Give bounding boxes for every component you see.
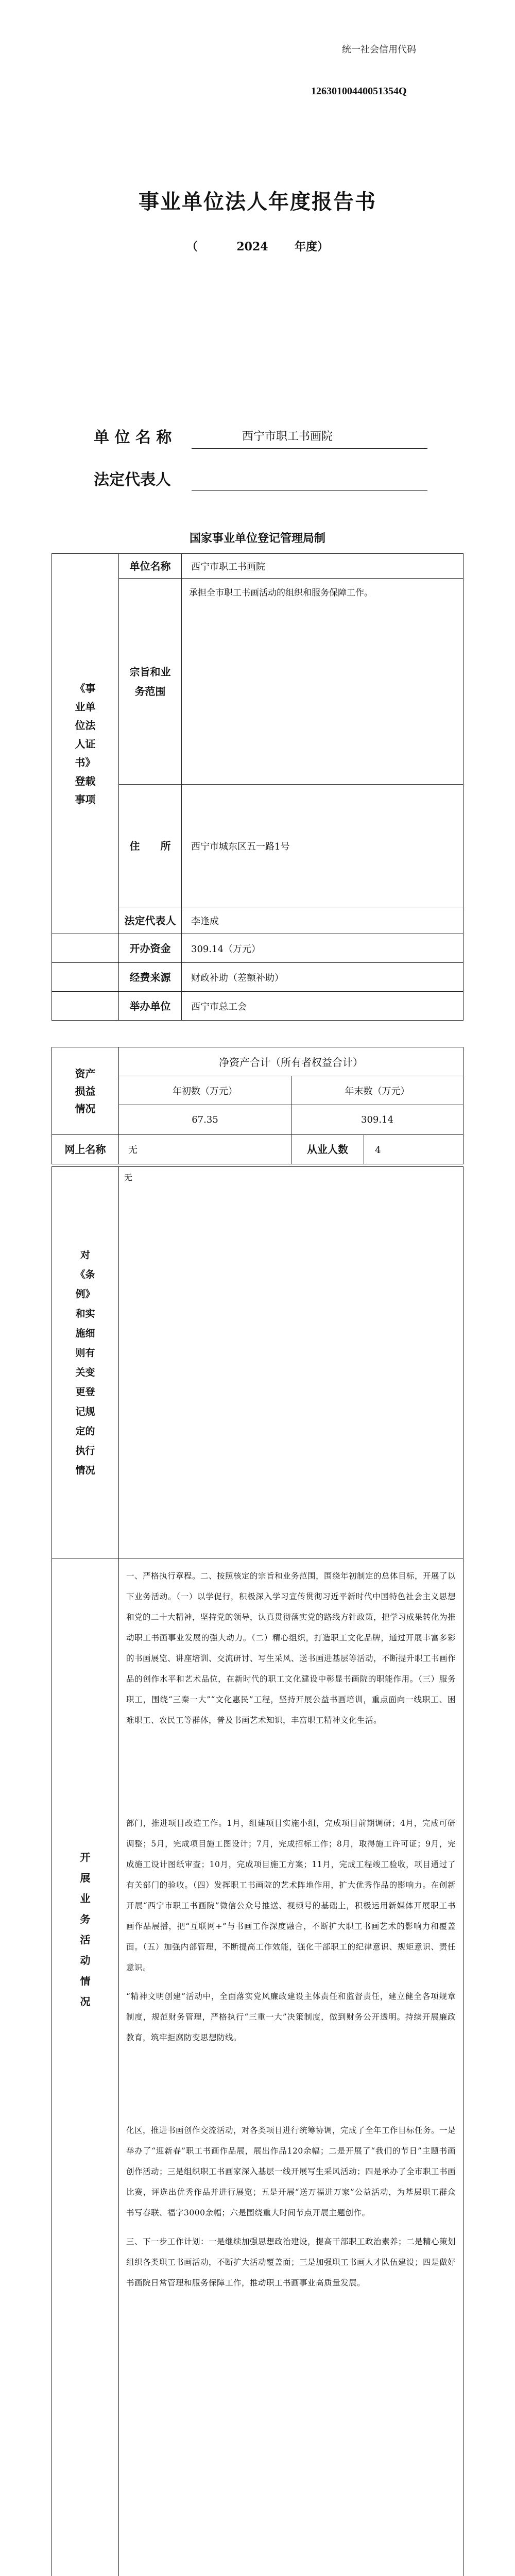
- funding-value: 财政补助（差额补助）: [182, 963, 464, 992]
- staff-cell: [291, 1135, 464, 1164]
- address-value: 西宁市城东区五一路1号: [182, 785, 464, 907]
- sponsor-label: 举办单位: [119, 992, 182, 1021]
- cert-table: [52, 553, 464, 1021]
- ucc-label: 统一社会信用代码: [342, 44, 416, 55]
- empty-cell-c: [52, 992, 119, 1021]
- begin-value: 67.35: [119, 1105, 291, 1135]
- scope-label-cell: [119, 579, 182, 785]
- regulation-label-cell: [52, 1167, 119, 1558]
- scope-label: 宗旨和业务范围: [129, 665, 171, 698]
- sponsor-value: 西宁市总工会: [182, 992, 464, 1021]
- year-open: （: [186, 240, 198, 253]
- web-label: 网上名称: [52, 1135, 119, 1164]
- regulation-value: 无: [124, 1173, 133, 1182]
- main-table: [52, 1166, 464, 2576]
- scope-value: 承担全市职工书画活动的组织和服务保障工作。: [189, 588, 373, 598]
- report-year: [0, 238, 515, 254]
- staff-label: 从业人数: [291, 1135, 364, 1164]
- business-label-cell: [52, 1558, 119, 2576]
- name-label: 单位名称: [119, 554, 182, 579]
- year-value: 2024: [236, 240, 268, 253]
- business-value-cell: [119, 1558, 464, 2576]
- legal-label: 法定代表人: [119, 907, 182, 934]
- begin-label: 年初数（万元）: [119, 1076, 291, 1105]
- end-label: 年末数（万元）: [291, 1076, 464, 1105]
- business-label: 开展业务活动情况: [80, 1851, 91, 2008]
- business-paragraph-4: 化区，推进书画创作交流活动，对各类项目进行统筹协调，完成了全年工作目标任务。一是举办了“迎新春”职工书画作品展，展出作品120余幅；二是开展了“我们的节日”主题书画创作活动；三是组织职工书画家深入基层一线开展写生采风活动；四是承办了全市职工书画比赛，评选出优秀作品并进行展览；五是开展“送万福进万家”公益活动，为基层职工群众书写春联、福字3000余幅；六是围绕重大时间节点开展主题创作。: [126, 2126, 456, 2217]
- cert-section-label: 《事业单位法人证书》登载事项: [75, 682, 96, 806]
- legal-rep-label: 法定代表人: [94, 471, 171, 489]
- unit-name-label: 单 位 名 称: [94, 429, 172, 447]
- report-title: 事业单位法人年度报告书: [139, 190, 376, 214]
- business-paragraph-3: “精神文明创建”活动中，全面落实党风廉政建设主体责任和监督责任，建立健全各项规章制度，规范财务管理，严格执行“三重一大”决策制度，做到财务公开透明。持续开展廉政教育，筑牢拒腐防变思想防线。: [126, 1992, 456, 2042]
- funding-label: 经费来源: [119, 963, 182, 992]
- funds-label: 开办资金: [119, 934, 182, 963]
- assets-table: [52, 1047, 464, 1164]
- empty-cell-a: [52, 934, 119, 963]
- cert-section-cell: [52, 554, 119, 934]
- web-value: 无: [119, 1135, 291, 1164]
- empty-cell-b: [52, 963, 119, 992]
- assets-section-label: 资产损益情况: [75, 1067, 96, 1115]
- net-assets-label: 净资产合计（所有者权益合计）: [119, 1047, 464, 1076]
- name-value: 西宁市职工书画院: [182, 554, 464, 579]
- business-paragraph-2: 部门，推进项目改造工作。1月，组建项目实施小组，完成项目前期调研；4月，完成可研调整；5月，完成项目施工图设计；7月，完成招标工作；8月，取得施工许可证；9月，完成施工设计图纸审查；10月，完成项目施工方案；11月，完成工程竣工验收，项目通过了有关部门的验收。（四）发挥职工书画院的艺术阵地作用，扩大优秀作品的影响力。在创新开展“西宁市职工书画院”微信公众号推送、视频号的基础上，积极运用新媒体开展职工书画作品展播，把“互联网+”与书画工作深度融合，不断扩大职工书画艺术的影响力和覆盖面。（五）加强内部管理，不断提高工作效能，强化干部职工的纪律意识、规矩意识、责任意识。: [126, 1819, 456, 1972]
- business-paragraph-1: 一、严格执行章程。二、按照核定的宗旨和业务范围，围绕年初制定的总体目标，开展了以下业务活动。（一）以学促行，积极深入学习宣传贯彻习近平新时代中国特色社会主义思想和党的二十大精神，坚持党的领导，认真贯彻落实党的路线方针政策，把学习成果转化为推动职工书画事业发展的强大动力。（二）精心组织，打造职工文化品牌，通过开展丰富多彩的书画展览、讲座培训、交流研讨、写生采风、送书画进基层等活动，不断提升职工书画作品的创作水平和艺术品位，在新时代的职工文化建设中彰显书画院的职能作用。（三）服务职工，围绕“三秦一大”“文化惠民”工程，坚持开展公益书画培训，重点面向一线职工、困难职工、农民工等群体，普及书画艺术知识，丰富职工精神文化生活。: [126, 1571, 456, 1725]
- unit-name-underline: [192, 448, 427, 449]
- assets-section-cell: [52, 1047, 119, 1135]
- scope-value-cell: [182, 579, 464, 785]
- issuer-line: 国家事业单位登记管理局制: [189, 532, 325, 545]
- business-paragraph-5: 三、下一步工作计划：一是继续加强思想政治建设，提高干部职工政治素养；二是精心策划组织各类职工书画活动，不断扩大活动覆盖面；三是加强职工书画人才队伍建设；四是做好书画院日常管理和服务保障工作，推动职工书画事业高质量发展。: [126, 2237, 456, 2287]
- year-close: 年度）: [294, 240, 329, 253]
- unit-name-value: 西宁市职工书画院: [242, 430, 333, 443]
- legal-value: 李逢成: [182, 907, 464, 934]
- ucc-value: 12630100440051354Q: [311, 86, 407, 97]
- regulation-value-cell: [119, 1167, 464, 1558]
- funds-value: 309.14（万元）: [182, 934, 464, 963]
- staff-value: 4: [375, 1145, 381, 1156]
- regulation-label: 对《条例》和实施细则有关变更登记规定的执行情况: [75, 1249, 95, 1476]
- legal-rep-underline: [192, 490, 427, 491]
- end-value: 309.14: [291, 1105, 464, 1135]
- address-label: 住 所: [119, 785, 182, 907]
